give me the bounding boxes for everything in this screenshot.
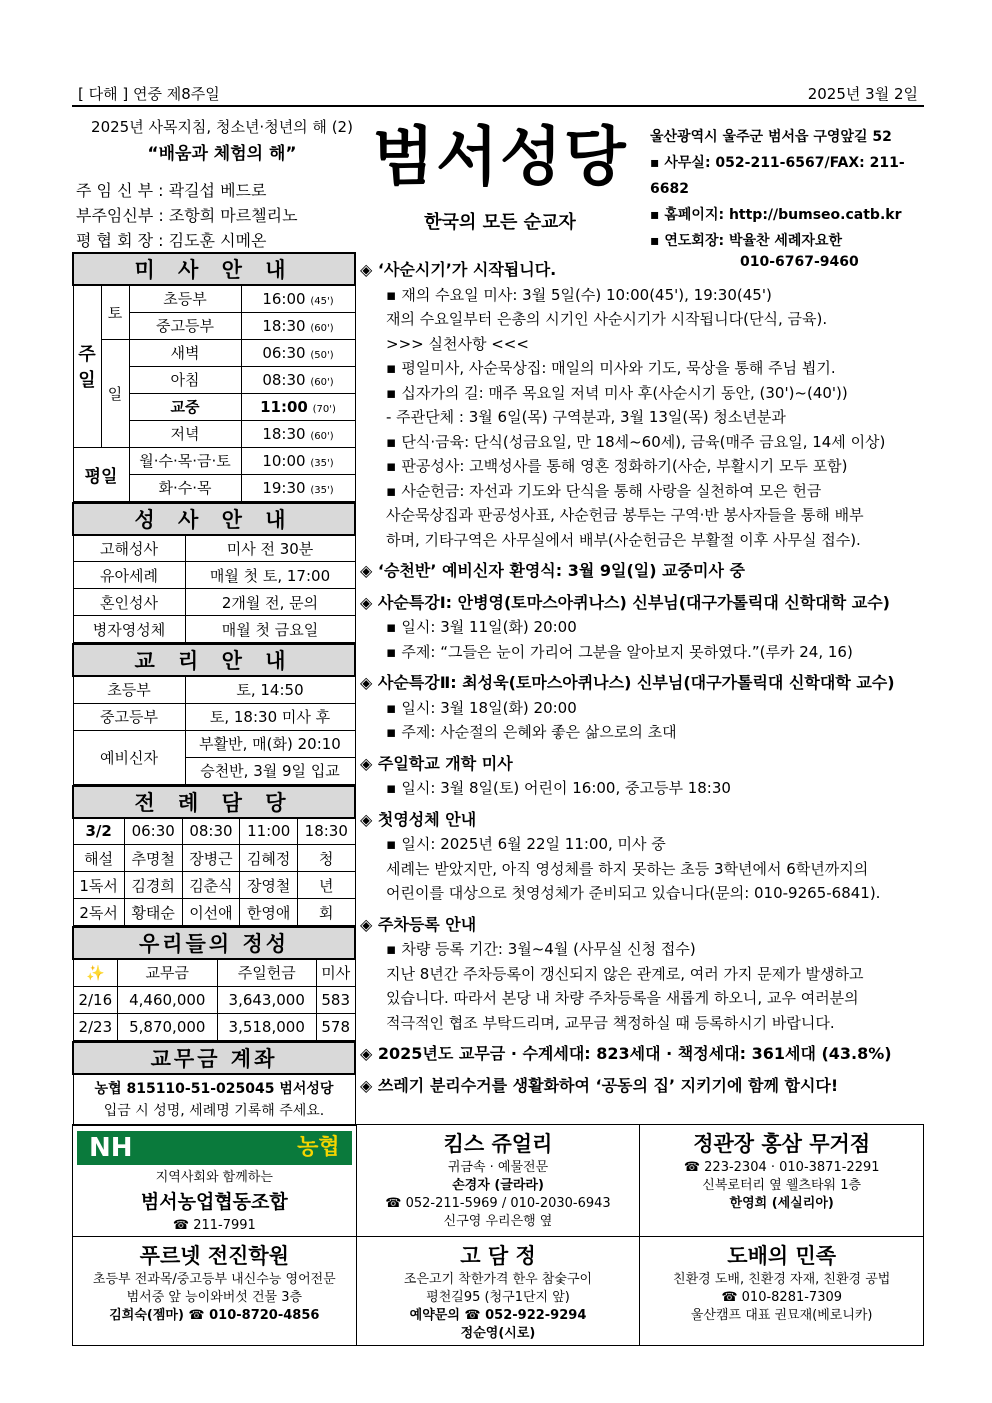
ad-title: 고 담 정 <box>460 1244 536 1268</box>
sunday-label: 주 일 <box>73 285 101 447</box>
ad-line: ☎ 223-2304 · 010-3871-2291 <box>683 1160 880 1175</box>
nh-logo: NH 농협 <box>77 1131 352 1165</box>
table-cell: 06:30 <box>124 818 182 845</box>
table-cell: 유아세례 <box>73 562 185 589</box>
table-cell: 3/2 <box>73 818 124 845</box>
table-cell: 18:30 <box>298 818 355 845</box>
ad-line: 손경자 (글라라) <box>452 1178 544 1193</box>
notices <box>360 258 926 1098</box>
ad-kims <box>357 1125 641 1236</box>
mass-time: 16:00 (45') <box>241 285 355 312</box>
ad-line: 평천길95 (청구1단지 앞) <box>426 1290 570 1305</box>
mass-time: 18:30 (60') <box>241 420 355 447</box>
notice-bullet: ▪ 사순헌금: 자선과 기도와 단식을 통해 사랑을 실천하여 모은 헌금 <box>360 479 926 504</box>
spacer <box>360 552 926 559</box>
notice-bullet: ▪ 차량 등록 기간: 3월~4월 (사무실 신청 접수) <box>360 937 926 962</box>
table-cell: 회 <box>298 899 355 926</box>
notice-heading: ◈ ‘승천반’ 예비신자 환영식: 3월 9일(일) 교중미사 중 <box>360 559 926 584</box>
table-cell: 승천반, 3월 9일 입교 <box>185 757 355 784</box>
table-cell: 583 <box>316 986 355 1013</box>
top-bar <box>72 79 924 107</box>
ad-dobae <box>640 1237 923 1345</box>
notice-bullet: ▪ 단식·금육: 단식(성금요일, 만 18세~60세), 금육(매주 금요일, 14세 이상) <box>360 430 926 455</box>
notice-text: 사순묵상집과 판공성사표, 사순헌금 봉투는 구역·반 봉사자들을 통해 배부 <box>386 506 864 524</box>
table-cell: 김혜정 <box>240 845 298 872</box>
table-cell: 김춘식 <box>182 872 240 899</box>
ad-line: 신복로터리 옆 웰츠타워 1층 <box>702 1178 862 1193</box>
chair-phone: 010-6767-9460 <box>740 254 859 270</box>
table-cell: 4,460,000 <box>118 986 217 1013</box>
table-cell: 병자영성체 <box>73 616 185 643</box>
notice-text: 있습니다. 따라서 본당 내 차량 주차등록을 새롭게 하오니, 교우 여러분의 <box>386 989 859 1007</box>
offering-table <box>72 926 356 1041</box>
table-cell: 중고등부 <box>73 703 185 730</box>
notice-text: 하며, 기타구역은 사무실에서 배부(사순헌금은 부활절 이후 사무실 접수). <box>386 530 861 549</box>
table-cell: 2개월 전, 문의 <box>185 589 355 616</box>
notice-bullet: ▪ 일시: 3월 11일(화) 20:00 <box>360 615 926 640</box>
notice-bullet: ▪ 재의 수요일 미사: 3월 5일(수) 10:00(45'), 19:30(45') <box>360 283 926 308</box>
table-cell: 08:30 <box>182 818 240 845</box>
ads <box>72 1124 924 1346</box>
assistant-pastor: 부주임신부 : 조항희 마르첼리노 <box>76 206 298 225</box>
offering-title: 우리들의 정성 <box>73 927 355 959</box>
ad-line: 지역사회와 함께하는 <box>155 1170 273 1185</box>
notice-heading: ◈ 주차등록 안내 <box>360 913 926 938</box>
table-cell: 초등부 <box>73 676 185 703</box>
table-cell: 고해성사 <box>73 535 185 562</box>
notice-heading: ◈ 첫영성체 안내 <box>360 808 926 833</box>
church-name: 범서성당 <box>372 120 628 195</box>
notice-heading: ◈ ‘사순시기’가 시작됩니다. <box>360 258 926 283</box>
table-cell: 장영철 <box>240 872 298 899</box>
year-theme: “배움과 체험의 해” <box>147 144 297 164</box>
header-left <box>72 116 372 253</box>
notice-bullet: ▪ 판공성사: 고백성사를 통해 영혼 정화하기(사순, 부활시기 모두 포함) <box>360 454 926 479</box>
table-cell: 혼인성사 <box>73 589 185 616</box>
weekday-label: 평일 <box>73 447 129 501</box>
notice-heading: ◈ 사순특강Ⅰ: 안병영(토마스아퀴나스) 신부님(대구가톨릭대 신학대학 교수) <box>360 591 926 616</box>
ad-line: ☎ 052-211-5969 / 010-2030-6943 <box>385 1196 611 1211</box>
mass-table <box>72 252 356 502</box>
mass-name: 초등부 <box>129 285 241 312</box>
mass-time: 08:30 (60') <box>241 366 355 393</box>
catechism-table <box>72 643 356 785</box>
account-table <box>72 1041 356 1127</box>
sun-label: 일 <box>101 339 129 447</box>
table-cell: 년 <box>298 872 355 899</box>
table-cell: 1독서 <box>73 872 124 899</box>
ad-nonghyup <box>73 1125 357 1236</box>
table-cell: 부활반, 매(화) 20:10 <box>185 730 355 757</box>
liturgy-title: 전 례 담 당 <box>73 786 355 818</box>
mass-name: 저녁 <box>129 420 241 447</box>
table-cell: 추명철 <box>124 845 182 872</box>
notice-bullet: ▪ 평일미사, 사순묵상집: 매일의 미사와 기도, 묵상을 통해 주님 뵙기. <box>360 356 926 381</box>
mass-title: 미 사 안 내 <box>73 253 355 285</box>
address: 울산광역시 울주군 범서읍 구영앞길 52 <box>650 129 892 145</box>
notice-text: 재의 수요일부터 은총의 시기인 사순시기가 시작됩니다(단식, 금육). <box>386 310 828 328</box>
table-cell: 5,870,000 <box>118 1013 217 1040</box>
sparkle-icon: ✨ <box>73 959 118 986</box>
notice-bullet: ▪ 일시: 3월 18일(화) 20:00 <box>360 696 926 721</box>
pastoral-motto: 2025년 사목지침, 청소년·청년의 해 (2) <box>91 118 353 136</box>
ad-line: 친환경 도배, 친환경 자재, 친환경 공법 <box>673 1272 891 1287</box>
council-president: 평 협 회 장 : 김도훈 시메온 <box>76 231 267 250</box>
masthead <box>370 118 630 234</box>
ad-line: ☎ 211-7991 <box>172 1218 256 1233</box>
table-cell: 이선애 <box>182 899 240 926</box>
ad-line: 한영희 (세실리아) <box>729 1196 834 1211</box>
account-title: 교무금 계좌 <box>73 1042 355 1074</box>
table-cell: 청 <box>298 845 355 872</box>
spacer <box>360 584 926 591</box>
table-cell: 교무금 <box>118 959 217 986</box>
account-note: 입금 시 성명, 세례명 기록해 주세요. <box>103 1102 325 1119</box>
mass-time: 18:30 (60') <box>241 312 355 339</box>
chair: ▪ 연도회장: 박율찬 세례자요한 <box>650 228 930 254</box>
notice-text: 지난 8년간 주차등록이 갱신되지 않은 관계로, 여러 가지 문제가 발생하고 <box>386 964 864 983</box>
table-cell: 황태순 <box>124 899 182 926</box>
table-cell: 11:00 <box>240 818 298 845</box>
table-cell: 매월 첫 토, 17:00 <box>185 562 355 589</box>
sacrament-table <box>72 502 356 644</box>
left-column <box>72 252 356 1126</box>
spacer <box>360 906 926 913</box>
spacer <box>360 801 926 808</box>
ad-line: 범서중 앞 능이와버섯 건물 3층 <box>126 1290 303 1305</box>
table-cell: 김경희 <box>124 872 182 899</box>
mass-name: 중고등부 <box>129 312 241 339</box>
spacer <box>360 664 926 671</box>
table-cell: 한영애 <box>240 899 298 926</box>
liturgy-table <box>72 785 356 927</box>
notice-text: 세례는 받았지만, 아직 영성체를 하지 못하는 초등 3학년에서 6학년까지의 <box>386 859 869 878</box>
ad-line: 초등부 전과목/중고등부 내신수능 영어전문 <box>92 1272 336 1287</box>
ad-line: ☎ 010-8281-7309 <box>721 1290 843 1305</box>
spacer <box>360 1067 926 1074</box>
ad-purunet <box>73 1237 357 1345</box>
notice-text: >>> 실천사항 <<< <box>386 334 529 353</box>
mass-time: 19:30 (35') <box>241 474 355 501</box>
table-cell: 토, 18:30 미사 후 <box>185 703 355 730</box>
notice-bullet: ▪ 일시: 3월 8일(토) 어린이 16:00, 중고등부 18:30 <box>360 776 926 801</box>
table-cell: 2독서 <box>73 899 124 926</box>
mass-name: 아침 <box>129 366 241 393</box>
notice-bullet: ▪ 일시: 2025년 6월 22일 11:00, 미사 중 <box>360 832 926 857</box>
notice-heading: ◈ 쓰레기 분리수거를 생활화하여 ‘공동의 집’ 지키기에 함께 합시다! <box>360 1074 926 1099</box>
table-cell: 매월 첫 금요일 <box>185 616 355 643</box>
ad-line: 김희숙(젬마) ☎ 010-8720-4856 <box>109 1308 320 1323</box>
ad-line: 신구영 우리은행 옆 <box>443 1214 553 1229</box>
spacer <box>360 1035 926 1042</box>
table-cell: 578 <box>316 1013 355 1040</box>
table-cell: 토, 14:50 <box>185 676 355 703</box>
table-cell: 장병근 <box>182 845 240 872</box>
staff-list <box>72 178 372 253</box>
notice-text: - 주관단체 : 3월 6일(목) 구역분과, 3월 13일(목) 청소년분과 <box>386 408 786 426</box>
ad-title: 정관장 홍삼 무거점 <box>693 1132 871 1156</box>
ad-line: 예약문의 ☎ 052-922-9294 <box>409 1308 587 1323</box>
mass-time: 06:30 (50') <box>241 339 355 366</box>
homepage: ▪ 홈페이지: http://bumseo.catb.kr <box>650 202 930 228</box>
mass-name: 새벽 <box>129 339 241 366</box>
ad-title: 도배의 민족 <box>727 1244 837 1268</box>
account-number: 농협 815110-51-025045 범서성당 <box>94 1080 334 1097</box>
table-cell: 3,643,000 <box>217 986 316 1013</box>
mass-name: 교중 <box>129 393 241 420</box>
notice-bullet: ▪ 주제: 사순절의 은혜와 좋은 삶으로의 초대 <box>360 720 926 745</box>
notice-heading: ◈ 사순특강Ⅱ: 최성욱(토마스아퀴나스) 신부님(대구가톨릭대 신학대학 교수) <box>360 671 926 696</box>
notice-text: 적극적인 협조 부탁드리며, 교무금 책정하실 때 등록하시기 바랍니다. <box>386 1013 835 1032</box>
catechism-title: 교 리 안 내 <box>73 644 355 676</box>
ad-title: 킴스 쥬얼리 <box>443 1132 553 1156</box>
pastor: 주 임 신 부 : 곽길섭 베드로 <box>76 181 267 200</box>
issue-date: 2025년 3월 2일 <box>807 85 918 103</box>
ad-title: 범서농업협동조합 <box>140 1191 288 1213</box>
mass-name: 화·수·목 <box>129 474 241 501</box>
table-cell: 주일헌금 <box>217 959 316 986</box>
sacrament-title: 성 사 안 내 <box>73 503 355 535</box>
patron: 한국의 모든 순교자 <box>424 212 576 233</box>
liturgical-week: [ 다해 ] 연중 제8주일 <box>78 85 220 103</box>
office-phone: ▪ 사무실: 052-211-6567/FAX: 211-6682 <box>650 150 930 202</box>
ad-line: 울산캠프 대표 권묘재(베로니카) <box>690 1308 873 1323</box>
table-cell: 예비신자 <box>73 730 185 784</box>
ad-jeonggwanjang <box>640 1125 923 1236</box>
sat-label: 토 <box>101 285 129 339</box>
ad-line: 귀금속 · 예물전문 <box>447 1160 549 1175</box>
notice-heading: ◈ 주일학교 개학 미사 <box>360 752 926 777</box>
ad-title: 푸르넷 전진학원 <box>139 1244 289 1268</box>
mass-time: 10:00 (35') <box>241 447 355 474</box>
spacer <box>360 745 926 752</box>
ad-godamjeong <box>357 1237 641 1345</box>
ad-line: 정순영(시로) <box>460 1326 536 1341</box>
notice-bullet: ▪ 주제: “그들은 눈이 가리어 그분을 알아보지 못하였다.”(루카 24, 16) <box>360 640 926 665</box>
contact-info <box>650 124 930 270</box>
table-cell: 2/23 <box>73 1013 118 1040</box>
table-cell: 2/16 <box>73 986 118 1013</box>
table-cell: 미사 <box>316 959 355 986</box>
table-cell: 해설 <box>73 845 124 872</box>
mass-name: 월·수·목·금·토 <box>129 447 241 474</box>
notice-bullet: ▪ 십자가의 길: 매주 목요일 저녁 미사 후(사순시기 동안, (30')~(40')) <box>360 381 926 406</box>
account-info <box>73 1074 355 1126</box>
notice-text: 어린이를 대상으로 첫영성체가 준비되고 있습니다(문의: 010-9265-6841). <box>386 884 881 902</box>
table-cell: 3,518,000 <box>217 1013 316 1040</box>
ad-line: 조은고기 착한가격 한우 참숯구이 <box>403 1272 593 1287</box>
mass-time: 11:00 (70') <box>241 393 355 420</box>
table-cell: 미사 전 30분 <box>185 535 355 562</box>
notice-heading: ◈ 2025년도 교무금 · 수계세대: 823세대 · 책정세대: 361세대 (43.8%) <box>360 1042 926 1067</box>
